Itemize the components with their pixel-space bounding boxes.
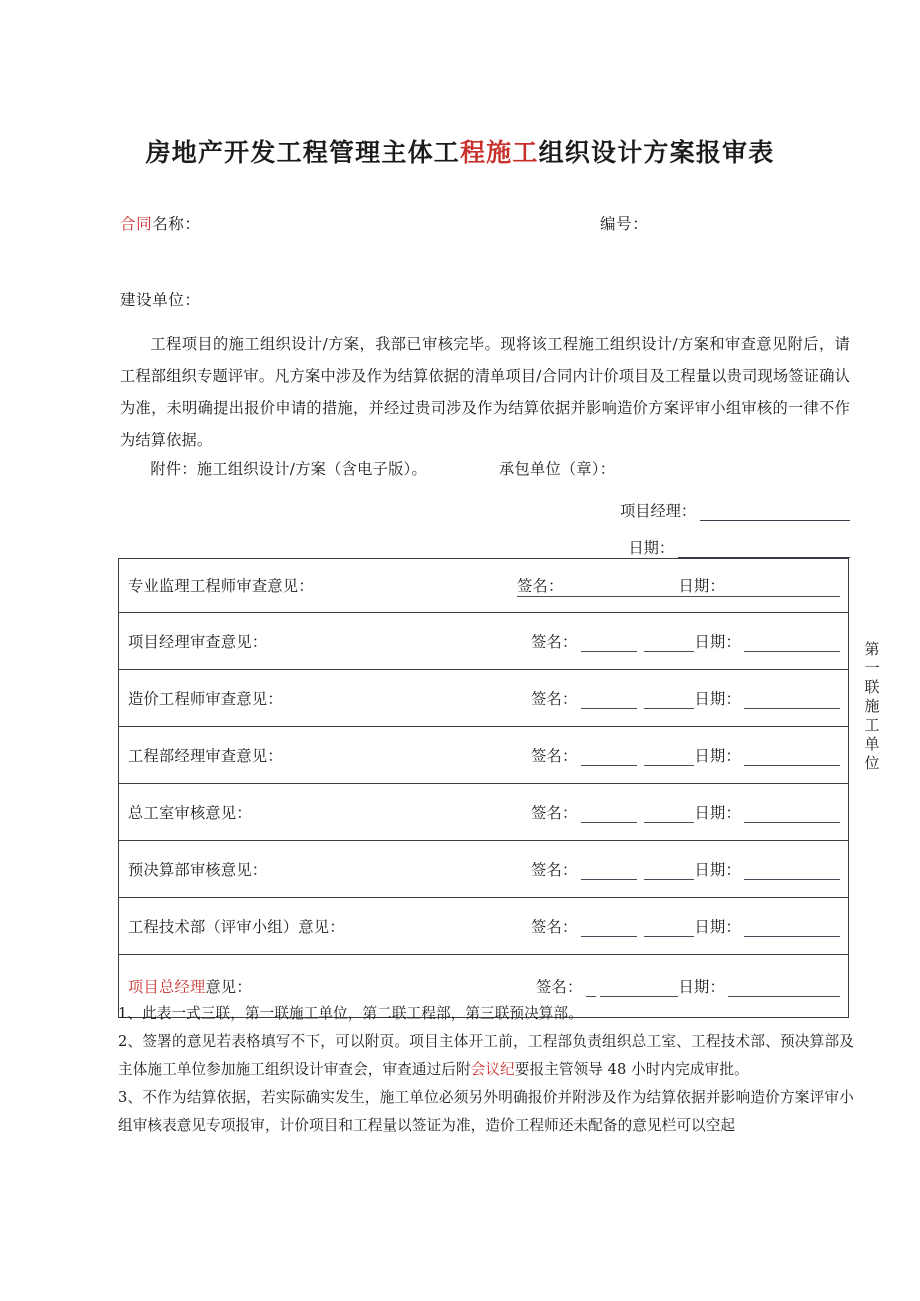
- signature-input-rule-a[interactable]: [581, 807, 637, 823]
- contract-name-label-red: 合同: [120, 215, 153, 233]
- date-label: 日期：: [694, 632, 741, 651]
- signature-input-rule-b[interactable]: [644, 750, 694, 766]
- row-label-red: 项目总经理: [128, 977, 206, 996]
- row-label: 总工室审核意见：: [128, 803, 252, 822]
- date-label: 日期：: [694, 746, 741, 765]
- project-manager-row: [560, 500, 850, 521]
- contractor-date-input-rule[interactable]: [678, 542, 850, 558]
- date-label: 日期：: [694, 689, 741, 708]
- date-input-rule[interactable]: [744, 921, 840, 937]
- table-row[interactable]: [119, 841, 849, 898]
- addressee-label: 建设单位：: [120, 291, 201, 309]
- date-label: 日期：: [694, 917, 741, 936]
- note-item-1: 1、此表一式三联，第一联施工单位，第二联工程部，第三联预决算部。: [118, 1005, 583, 1022]
- row-label: 工程技术部（评审小组）意见：: [128, 917, 345, 936]
- page-title: [110, 133, 810, 169]
- note-item-3: 3、不作为结算依据，若实际确实发生，施工单位必须另外明确报价并附涉及作为结算依据并影响造价方案评审小组审核表意见专项报审，计价项目和工程量以签证为准，造价工程师还未配备的意见栏可以空起: [118, 1089, 854, 1134]
- footer-notes: [118, 1000, 854, 1140]
- row-label: 预决算部审核意见：: [128, 860, 268, 879]
- document-number-label: 编号：: [600, 215, 649, 233]
- signature-input-rule-b[interactable]: [644, 636, 694, 652]
- date-label: 日期：: [694, 803, 741, 822]
- signature-input-rule-a[interactable]: [581, 636, 637, 652]
- project-manager-label: 项目经理：: [620, 502, 696, 520]
- date-input-rule[interactable]: [744, 864, 840, 880]
- table-cell-technical-dept-review-group[interactable]: [119, 898, 849, 955]
- sign-label: 签名：: [531, 860, 578, 879]
- table-row[interactable]: [119, 559, 849, 613]
- signature-input-rule-a[interactable]: [581, 693, 637, 709]
- table-cell-cost-engineer[interactable]: [119, 670, 849, 727]
- sign-label: 签名：: [531, 917, 578, 936]
- sign-label: 签名：: [531, 746, 578, 765]
- table-cell-engineering-dept-manager[interactable]: [119, 727, 849, 784]
- page-title-part1: 房地产开发工程管理主体工: [145, 138, 460, 167]
- signature-input-rule-b[interactable]: [644, 693, 694, 709]
- row-label: 项目经理审查意见：: [128, 632, 268, 651]
- contractor-seal-label: 承包单位（章）：: [498, 460, 616, 478]
- signature-date-group[interactable]: [531, 745, 840, 766]
- date-label: 日期：: [694, 860, 741, 879]
- table-cell-budget-dept[interactable]: [119, 841, 849, 898]
- note-2-suffix: 要报主管领导 48 小时内完成审批。: [514, 1061, 749, 1078]
- signature-date-group[interactable]: [531, 859, 840, 880]
- row-label-rest: 意见：: [205, 977, 252, 996]
- project-manager-input-rule[interactable]: [700, 505, 850, 521]
- signature-date-group[interactable]: [517, 575, 840, 596]
- attachment-row: [120, 458, 850, 479]
- date-input-rule[interactable]: [744, 750, 840, 766]
- signature-date-rule: [517, 596, 840, 597]
- signature-input-rule-a[interactable]: [581, 750, 637, 766]
- signature-input-rule-a[interactable]: [586, 981, 596, 997]
- date-input-rule[interactable]: [744, 807, 840, 823]
- sign-label: 签名：: [517, 577, 564, 595]
- table-cell-supervisor-engineer[interactable]: [119, 559, 849, 613]
- table-row[interactable]: [119, 613, 849, 670]
- table-cell-chief-engineer-office[interactable]: [119, 784, 849, 841]
- contractor-date-row: [560, 537, 850, 558]
- contract-name-label-rest: 名称：: [152, 215, 201, 233]
- signature-date-group[interactable]: [531, 688, 840, 709]
- contractor-date-label: 日期：: [628, 539, 674, 557]
- sign-label: 签名：: [531, 803, 578, 822]
- signature-input-rule-a[interactable]: [581, 864, 637, 880]
- table-row[interactable]: [119, 727, 849, 784]
- contract-name-label: [120, 212, 201, 234]
- attachment-text: 附件：施工组织设计/方案（含电子版）。: [150, 460, 427, 478]
- table-row[interactable]: [119, 784, 849, 841]
- row-label: 工程部经理审查意见：: [128, 746, 283, 765]
- body-paragraph: 工程项目的施工组织设计/方案，我部已审核完毕。现将该工程施工组织设计/方案和审查意见附后，请工程部组织专题评审。凡方案中涉及作为结算依据的清单项目/合同内计价项目及工程量以贵司现场签证确认为准，未明确提出报价申请的措施，并经过贵司涉及作为结算依据并影响造价方案评审小组审核的一律不作为结算依据。: [120, 335, 850, 449]
- date-label: 日期：: [678, 577, 725, 595]
- sign-label: 签名：: [531, 632, 578, 651]
- opinion-table: [118, 558, 849, 1018]
- signature-input-rule-b[interactable]: [644, 864, 694, 880]
- sign-label: 签名：: [536, 977, 583, 996]
- signature-date-group[interactable]: [531, 916, 840, 937]
- note-2-red: 会议纪: [470, 1061, 515, 1078]
- date-input-rule[interactable]: [744, 693, 840, 709]
- signature-date-group[interactable]: [536, 976, 840, 997]
- date-label: 日期：: [678, 977, 725, 996]
- table-cell-project-manager[interactable]: [119, 613, 849, 670]
- sign-label: 签名：: [531, 689, 578, 708]
- signature-input-rule-b[interactable]: [600, 981, 678, 997]
- table-row[interactable]: [119, 898, 849, 955]
- signature-input-rule-b[interactable]: [644, 921, 694, 937]
- note-2-prefix: 2、签署的意见若表格填写不下，可以附页。项目主体开工前，工程部负责组织总工室、工程技术部、预决算部及主体施工单位参加施工组织设计审查会，审查通过后附: [118, 1033, 854, 1078]
- signature-date-group[interactable]: [531, 802, 840, 823]
- row-label: [128, 976, 252, 997]
- copy-distribution-vertical-label: 第一联施工单位: [864, 640, 880, 772]
- signature-date-group[interactable]: [531, 631, 840, 652]
- page-title-part2-red: 程施工: [459, 138, 539, 167]
- date-input-rule[interactable]: [728, 981, 840, 997]
- signature-input-rule-b[interactable]: [644, 807, 694, 823]
- signature-input-rule-a[interactable]: [581, 921, 637, 937]
- page-title-part3: 组织设计方案报审表: [538, 138, 775, 167]
- note-item-2: [118, 1028, 854, 1084]
- row-label: 专业监理工程师审查意见：: [128, 577, 314, 595]
- table-row[interactable]: [119, 670, 849, 727]
- date-input-rule[interactable]: [744, 636, 840, 652]
- row-label: 造价工程师审查意见：: [128, 689, 283, 708]
